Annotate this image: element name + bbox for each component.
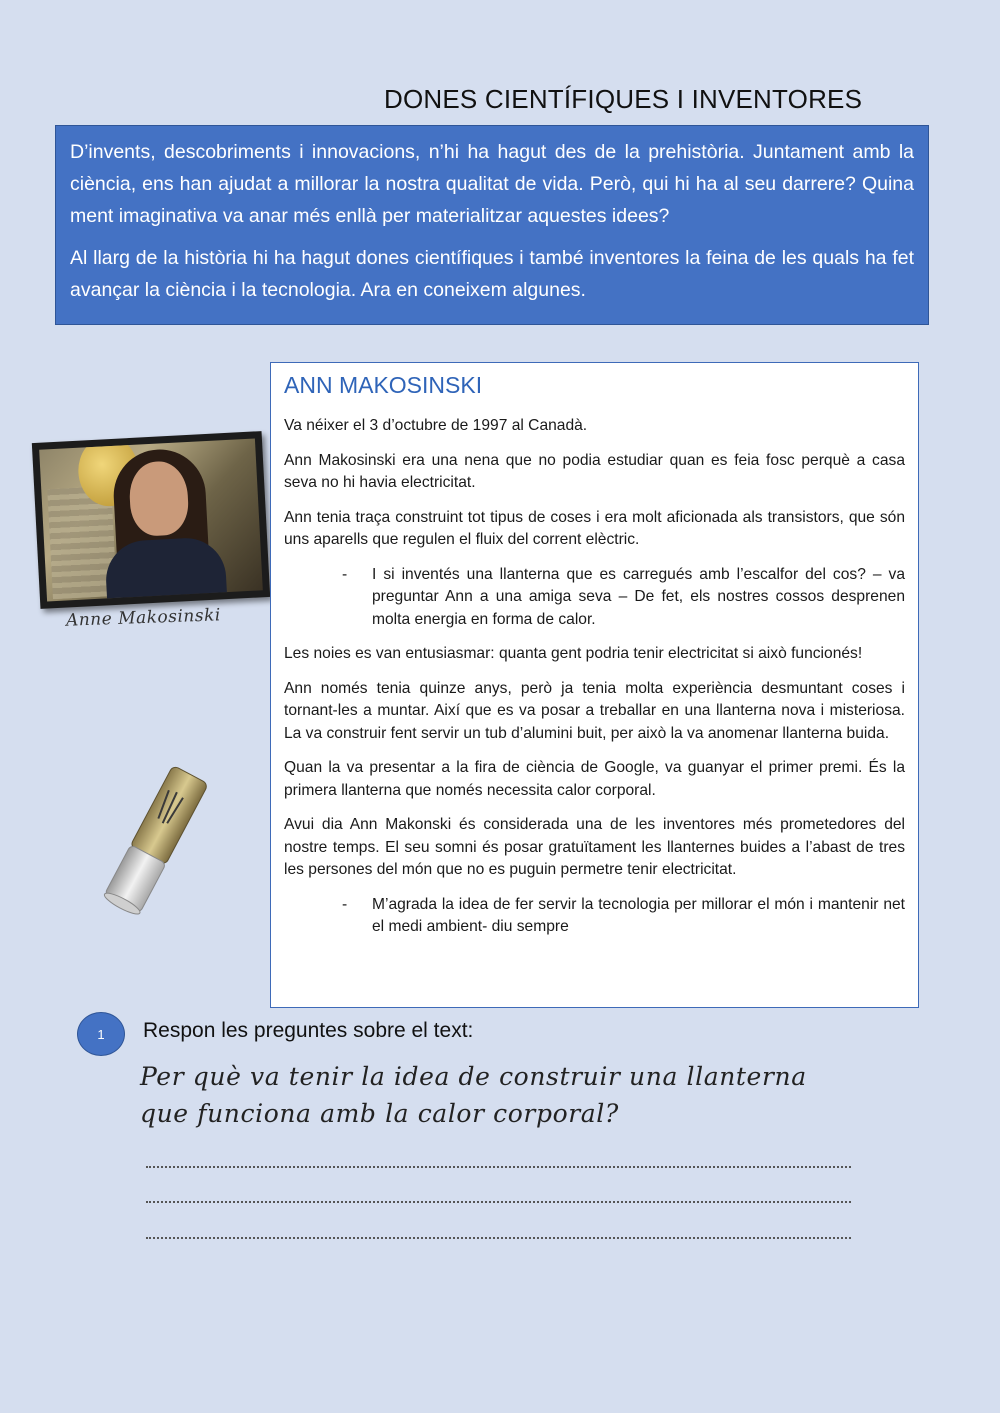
question-line-1: Per què va tenir la idea de construir una llanterna xyxy=(140,1062,807,1091)
flashlight-illustration xyxy=(96,760,216,920)
article-box xyxy=(270,362,919,1008)
portrait-image xyxy=(39,438,263,601)
article-paragraph: Les noies es van entusiasmar: quanta gent podria tenir electricitat si això funcionés! xyxy=(284,645,863,662)
answer-line-2[interactable] xyxy=(146,1201,851,1203)
answer-line-3[interactable] xyxy=(146,1237,851,1239)
intro-paragraph-1: D’invents, descobriments i innovacions, n’hi ha hagut des de la prehistòria. Juntament amb la ciència, ens han ajudat a millorar la nostra qualitat de vida. Però, qui hi ha al seu darrere? Quina ment imaginativa va anar més enllà per materialitzar aquestes idees? xyxy=(70,141,914,227)
intro-box xyxy=(55,125,929,325)
portrait-photo xyxy=(32,431,270,609)
article-paragraph: Quan la va presentar a la fira de ciència de Google, va guanyar el primer premi. És la primera llanterna que només necessita calor corporal. xyxy=(284,759,905,799)
dialog-quote xyxy=(284,564,905,632)
question-instruction: Respon les preguntes sobre el text: xyxy=(143,1019,474,1042)
article-paragraph: Avui dia Ann Makonski és considerada una de les inventores més prometedores del nostre temps. El seu somni és posar gratuïtament les llanternes buides a l’abast de tres les persones del món que no es puguin permetre tenir electricitat. xyxy=(284,816,905,878)
answer-line-1[interactable] xyxy=(146,1166,851,1168)
page-title: DONES CIENTÍFIQUES I INVENTORES xyxy=(384,84,863,114)
dialog-dash: - xyxy=(342,565,348,583)
article-paragraph: Ann tenia traça construint tot tipus de coses i era molt aficionada als transistors, que són uns aparells que regulen el fluix del corrent elèctric. xyxy=(284,508,905,548)
article-paragraph: Ann Makosinski era una nena que no podia estudiar quan es feia fosc perquè a casa seva no hi havia electricitat. xyxy=(284,451,905,491)
intro-paragraph-2: Al llarg de la història hi ha hagut dones científiques i també inventores la feina de les quals ha fet avançar la ciència i la tecnologia. Ara en coneixem algunes. xyxy=(70,247,914,301)
article-paragraph: Va néixer el 3 d’octubre de 1997 al Canadà. xyxy=(284,417,588,434)
article-heading: ANN MAKOSINSKI xyxy=(284,372,483,398)
dialog-text: I si inventés una llanterna que es carregués amb l’escalfor del cos? – va preguntar Ann a una amiga seva – De fet, els nostres cossos desprenen molta energia en forma de calor. xyxy=(372,565,905,628)
dialog-text: M’agrada la idea de fer servir la tecnologia per millorar el món i mantenir net el medi ambient- diu sempre xyxy=(372,895,905,935)
question-number-badge: 1 xyxy=(77,1012,125,1056)
dialog-quote xyxy=(284,894,905,939)
article-paragraph: Ann només tenia quinze anys, però ja tenia molta experiència desmuntant coses i tornant-les a muntar. Així que es va posar a treballar en una llanterna nova i misteriosa. La va construir fent servir un tub d’alumini buit, per això la va anomenar llanterna buida. xyxy=(284,679,905,742)
question-line-2: que funciona amb la calor corporal? xyxy=(140,1099,619,1128)
photo-caption: Anne Makosinski xyxy=(65,605,222,631)
dialog-dash: - xyxy=(342,895,348,913)
question-text xyxy=(140,1058,900,1132)
